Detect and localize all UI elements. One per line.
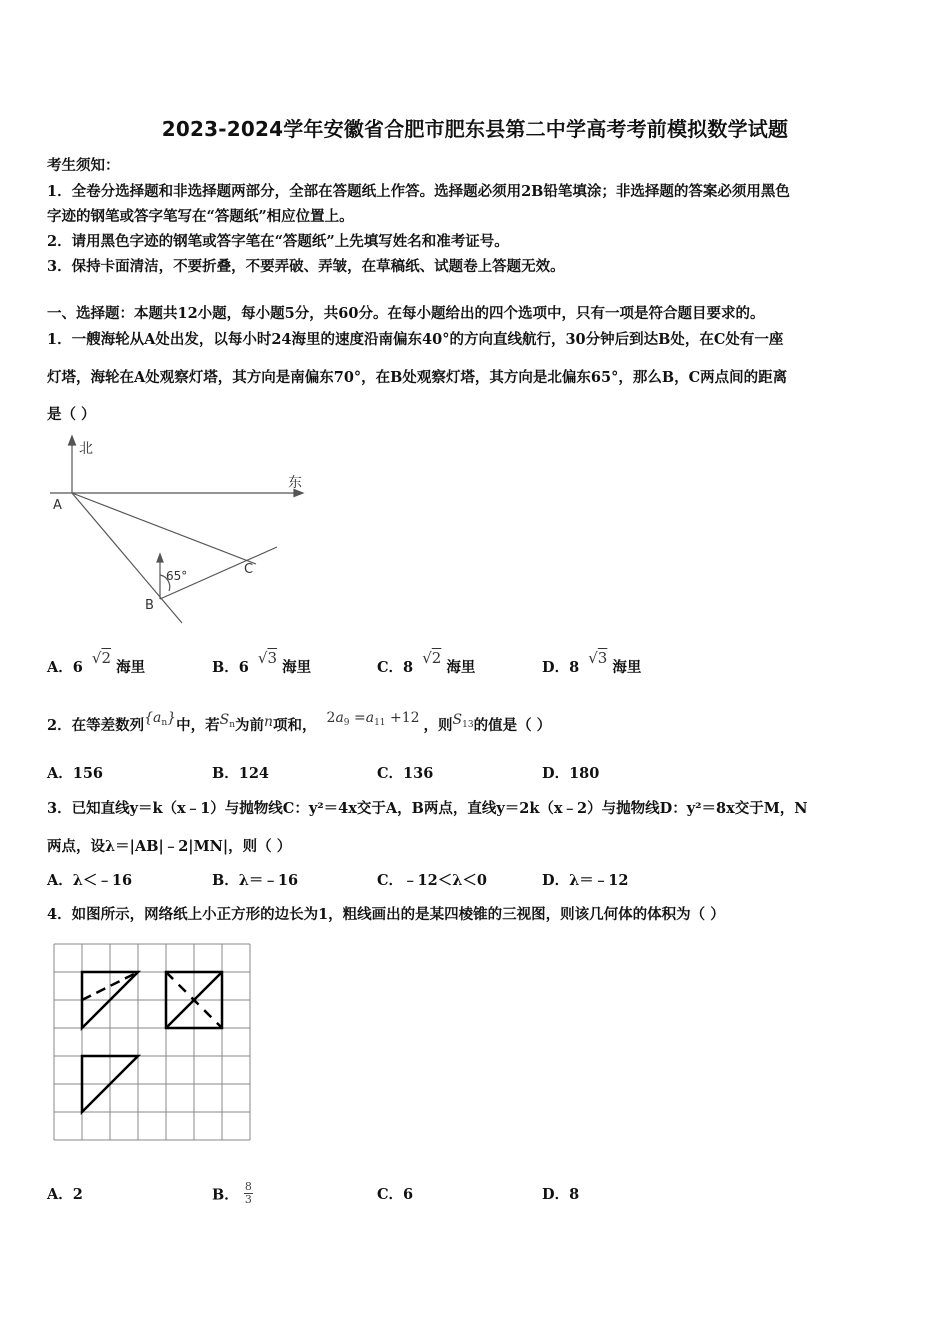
q2-option-c[interactable]: C．136 bbox=[377, 765, 434, 782]
q4-option-c[interactable]: C．6 bbox=[377, 1186, 414, 1203]
q4-option-b-denominator: 3 bbox=[244, 1193, 252, 1206]
q1-option-a[interactable] bbox=[47, 649, 146, 677]
q1-option-b-unit: 海里 bbox=[282, 659, 312, 676]
q4-line-1: 4．如图所示，网络纸上小正方形的边长为1，粗线画出的是某四棱锥的三视图，则该几何体的体积为（ ） bbox=[47, 906, 725, 923]
q2-option-d[interactable]: D．180 bbox=[542, 765, 600, 782]
q2-text-6: 的值是（ ） bbox=[473, 717, 552, 734]
q2-eq-equals: = bbox=[349, 710, 366, 726]
point-b-label: B bbox=[145, 598, 154, 613]
east-label: 东 bbox=[288, 475, 302, 491]
q2-text-4: 项和， bbox=[273, 717, 317, 734]
q1-line-1: 1．一艘海轮从A处出发，以每小时24海里的速度沿南偏东40°的方向直线航行，30分钟后到达B处，在C处有一座 bbox=[47, 331, 784, 348]
q1-option-b[interactable] bbox=[212, 649, 312, 677]
q2-option-b[interactable]: B．124 bbox=[212, 765, 270, 782]
point-c-label: C bbox=[244, 562, 254, 577]
q4-three-view-figure bbox=[50, 940, 260, 1150]
q4-option-b-label: B． bbox=[212, 1186, 239, 1204]
q1-option-d-coef: D．8 bbox=[542, 659, 580, 676]
q1-option-c-coef: C．8 bbox=[377, 659, 414, 676]
notice-heading: 考生须知： bbox=[47, 157, 120, 174]
q3-option-c[interactable]: C．﹣12＜λ＜0 bbox=[377, 872, 487, 889]
q1-option-a-coef: A．6 bbox=[47, 659, 83, 676]
q2-eq-11: 11 bbox=[374, 718, 386, 728]
q4-option-b-fraction bbox=[244, 1181, 253, 1206]
north-label: 北 bbox=[79, 441, 93, 457]
page-title: 2023-2024学年安徽省合肥市肥东县第二中学高考考前模拟数学试题 bbox=[161, 117, 789, 141]
q2-eq-a11: a bbox=[365, 710, 375, 726]
notice-item-3: 3．保持卡面清洁，不要折叠，不要弄破、弄皱，在草稿纸、试题卷上答题无效。 bbox=[47, 258, 565, 275]
q2-eq-a9: a bbox=[335, 710, 344, 726]
q4-option-a[interactable]: A．2 bbox=[47, 1186, 83, 1203]
q1-line-3: 是（ ） bbox=[47, 406, 96, 423]
q2-text-1: 2．在等差数列 bbox=[47, 717, 145, 734]
line-ac bbox=[72, 493, 256, 564]
section-heading: 一、选择题：本题共12小题，每小题5分，共60分。在每小题给出的四个选项中，只有一项是符合题目要求的。 bbox=[47, 305, 765, 322]
q1-option-a-radical: √2 bbox=[91, 649, 112, 667]
q2-s13-s: S bbox=[452, 712, 463, 728]
q2-seq-sub: n bbox=[161, 718, 168, 728]
q1-option-a-unit: 海里 bbox=[116, 659, 146, 676]
q1-option-b-radicand: 3 bbox=[267, 649, 278, 667]
q2-eq-9: 9 bbox=[343, 718, 350, 728]
q1-option-d[interactable] bbox=[542, 649, 642, 677]
q2-n: n bbox=[263, 714, 274, 730]
q2-sn bbox=[220, 712, 235, 728]
q4-option-d[interactable]: D．8 bbox=[542, 1186, 580, 1203]
q1-option-d-radical: √3 bbox=[588, 649, 608, 667]
line-ab bbox=[72, 493, 182, 623]
q3-option-b[interactable]: B．λ＝﹣16 bbox=[212, 872, 299, 889]
q2-eq-2: 2 bbox=[326, 710, 336, 726]
q2-option-a[interactable]: A．156 bbox=[47, 765, 104, 782]
q2-s-sub: n bbox=[229, 720, 235, 730]
q1-option-c-unit: 海里 bbox=[446, 659, 476, 676]
q2-text-2: 中，若 bbox=[176, 717, 220, 734]
q2-sequence: $\{a_n\}$ bbox=[144, 710, 177, 728]
q2-s13 bbox=[453, 712, 474, 728]
notice-item-1-line-2: 字迹的钢笔或答字笔写在“答题纸”相应位置上。 bbox=[47, 208, 354, 225]
q4-option-b[interactable] bbox=[212, 1180, 253, 1208]
q2-s13-sub: 13 bbox=[462, 720, 474, 730]
q1-option-c-radicand: 2 bbox=[431, 649, 442, 667]
q1-option-b-coef: B．6 bbox=[212, 659, 249, 676]
q4-option-b-numerator: 8 bbox=[244, 1180, 252, 1193]
q2-eq-plus: +12 bbox=[385, 710, 420, 726]
q2-seq-a: a bbox=[153, 710, 162, 726]
q3-line-1: 3．已知直线y＝k（x﹣1）与抛物线C：y²＝4x交于A，B两点，直线y＝2k（x﹣2）与抛物线D：y²＝8x交于M，N bbox=[47, 800, 808, 817]
q1-line-2: 灯塔，海轮在A处观察灯塔，其方向是南偏东70°，在B处观察灯塔，其方向是北偏东65°，那么B，C两点间的距离 bbox=[47, 369, 788, 386]
q1-option-b-radical: √3 bbox=[257, 649, 278, 667]
q2-s: S bbox=[219, 712, 230, 728]
q2-equation bbox=[327, 710, 420, 726]
q3-option-d[interactable]: D．λ＝﹣12 bbox=[542, 872, 629, 889]
q2-stem bbox=[47, 710, 552, 736]
point-a-label: A bbox=[53, 498, 62, 513]
north-arrow bbox=[69, 436, 76, 445]
notice-item-2: 2．请用黑色字迹的钢笔或答字笔在“答题纸”上先填写姓名和准考证号。 bbox=[47, 233, 509, 250]
q1-option-a-radicand: 2 bbox=[101, 649, 112, 667]
angle-label: 65° bbox=[166, 569, 188, 583]
q2-text-3: 为前 bbox=[234, 717, 264, 734]
q3-line-2: 两点，设λ＝|AB|﹣2|MN|，则（ ） bbox=[47, 838, 292, 855]
q1-option-c-radical: √2 bbox=[422, 649, 442, 667]
notice-item-1-line-1: 1．全卷分选择题和非选择题两部分，全部在答题纸上作答。选择题必须用2B铅笔填涂；非选择题的答案必须用黑色 bbox=[47, 183, 790, 200]
q2-text-5: ，则 bbox=[423, 717, 453, 734]
q1-option-d-unit: 海里 bbox=[612, 659, 642, 676]
q1-option-c[interactable] bbox=[377, 649, 476, 677]
q3-option-a[interactable]: A．λ＜﹣16 bbox=[47, 872, 133, 889]
q1-figure bbox=[45, 433, 315, 628]
q1-option-d-radicand: 3 bbox=[597, 649, 608, 667]
